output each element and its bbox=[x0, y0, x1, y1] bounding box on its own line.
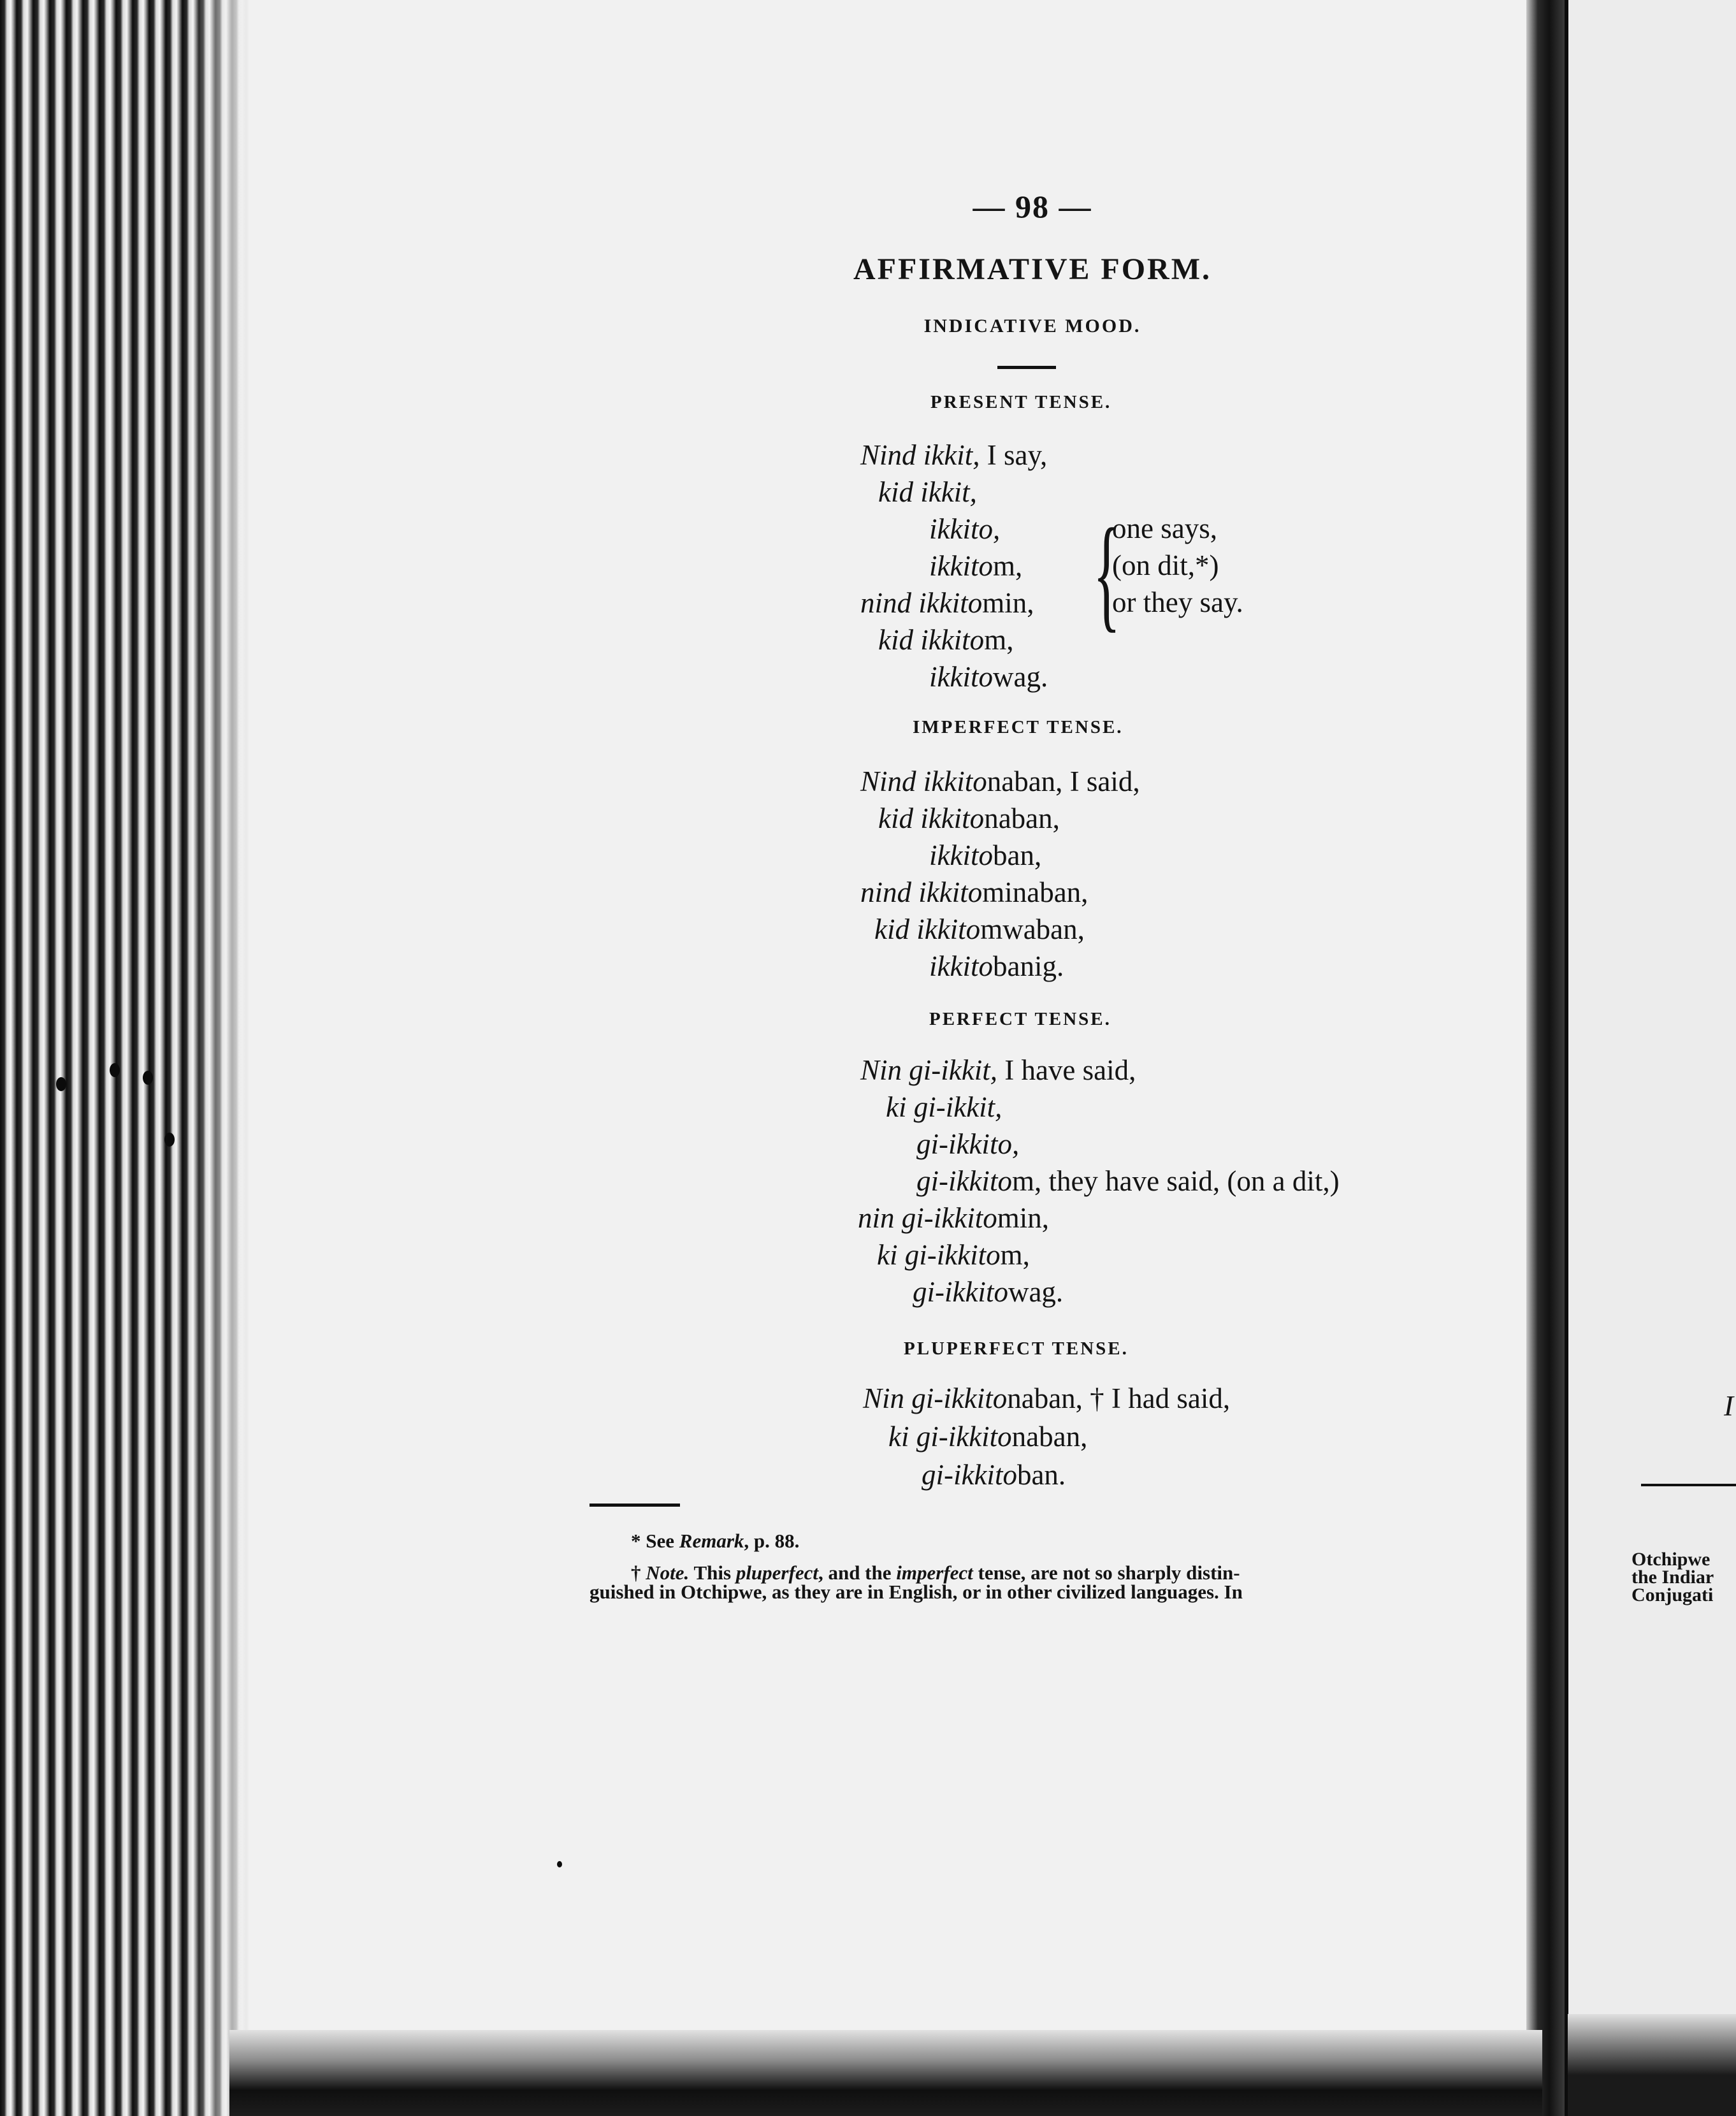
book-gutter bbox=[1526, 0, 1565, 2116]
conjugation-line: ikkitom, bbox=[929, 550, 1023, 582]
conjugation-line: kid ikkitom, bbox=[878, 624, 1014, 656]
conjugation-line: gi-ikkito, bbox=[916, 1128, 1020, 1160]
conjugation-line: kid ikkit, bbox=[878, 476, 977, 508]
grouping-brace: { bbox=[1093, 503, 1121, 644]
conjugation-line: gi-ikkitoban. bbox=[922, 1459, 1066, 1491]
conjugation-line: gi-ikkitowag. bbox=[913, 1276, 1064, 1308]
ink-speck bbox=[557, 1861, 562, 1867]
ink-speck bbox=[56, 1077, 66, 1091]
heading-rule bbox=[997, 366, 1056, 369]
conjugation-line: ikkitoban, bbox=[929, 839, 1042, 871]
footnote-rule bbox=[590, 1504, 680, 1507]
conjugation-line: kid ikkitomwaban, bbox=[874, 913, 1085, 945]
pluperfect-tense-title: PLUPERFECT TENSE. bbox=[904, 1338, 1129, 1359]
facing-page bbox=[1565, 0, 1736, 2116]
page-bottom-edge bbox=[229, 2030, 1542, 2116]
facing-page-letter: I bbox=[1724, 1390, 1733, 1422]
page-edge-shadow bbox=[191, 0, 249, 2116]
conjugation-line: Nind ikkitonaban, I said, bbox=[860, 765, 1140, 797]
gloss-line: (on dit,*) bbox=[1112, 549, 1219, 581]
conjugation-line: ikkitowag. bbox=[929, 661, 1048, 693]
conjugation-line: Nin gi-ikkitonaban, † I had said, bbox=[863, 1382, 1231, 1414]
facing-page-text: Otchipwe bbox=[1631, 1549, 1711, 1570]
conjugation-line: ikkitobanig. bbox=[929, 950, 1064, 982]
facing-page-bottom-edge bbox=[1568, 2014, 1736, 2116]
ink-speck bbox=[164, 1133, 175, 1147]
conjugation-line: nind ikkitominaban, bbox=[860, 876, 1089, 908]
conjugation-line: Nind ikkit, I say, bbox=[860, 439, 1048, 471]
ink-speck bbox=[143, 1071, 153, 1085]
conjugation-line: nind ikkitomin, bbox=[860, 587, 1034, 619]
conjugation-line: gi-ikkitom, they have said, (on a dit,) bbox=[916, 1165, 1340, 1197]
gloss-line: one says, bbox=[1112, 512, 1217, 544]
present-tense-title: PRESENT TENSE. bbox=[930, 392, 1112, 412]
footnote-star: * See Remark, p. 88. bbox=[631, 1530, 800, 1552]
facing-page-text: Conjugati bbox=[1631, 1584, 1714, 1605]
conjugation-line: ikkito, bbox=[929, 513, 1001, 545]
conjugation-line: Nin gi-ikkit, I have said, bbox=[860, 1054, 1136, 1086]
page-number: — 98 — bbox=[973, 189, 1092, 224]
conjugation-line: ki gi-ikkitonaban, bbox=[888, 1421, 1088, 1453]
facing-page-rule bbox=[1641, 1484, 1736, 1486]
imperfect-tense-title: IMPERFECT TENSE. bbox=[913, 717, 1124, 737]
facing-page-text: the Indiar bbox=[1631, 1567, 1714, 1588]
gloss-line: or they say. bbox=[1112, 586, 1243, 618]
conjugation-line: ki gi-ikkitom, bbox=[877, 1239, 1030, 1271]
footnote-dagger-continued: guished in Otchipwe, as they are in English, or in other civilized languages. In bbox=[590, 1581, 1243, 1603]
perfect-tense-title: PERFECT TENSE. bbox=[929, 1009, 1111, 1029]
ink-speck bbox=[110, 1063, 120, 1077]
conjugation-line: kid ikkitonaban, bbox=[878, 802, 1060, 834]
footnote-dagger: † Note. This pluperfect, and the imperfect tense, are not so sharply distin- bbox=[631, 1562, 1240, 1584]
conjugation-line: ki gi-ikkit, bbox=[886, 1091, 1002, 1123]
conjugation-line: nin gi-ikkitomin, bbox=[858, 1202, 1049, 1234]
mood-heading: INDICATIVE MOOD. bbox=[923, 315, 1141, 337]
page-heading: AFFIRMATIVE FORM. bbox=[853, 252, 1212, 286]
